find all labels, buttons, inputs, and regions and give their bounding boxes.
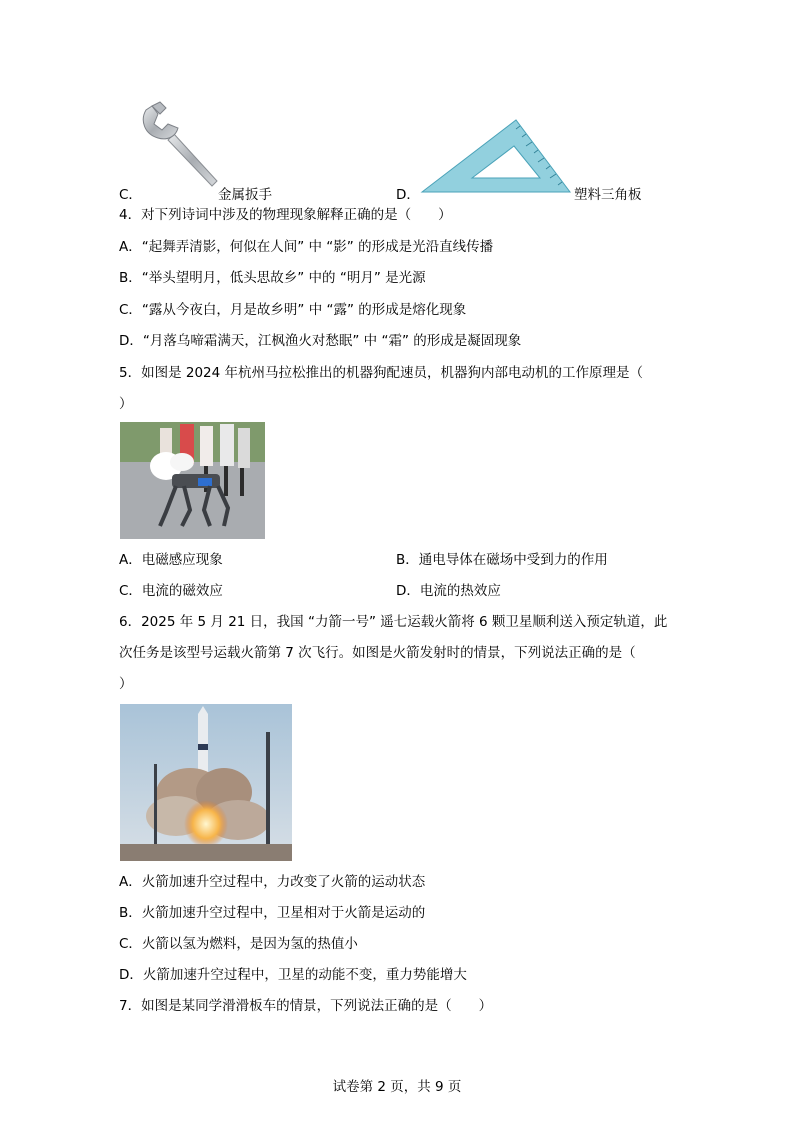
robot-dog-photo: [120, 422, 265, 539]
q5-option-d: D．电流的热效应: [396, 583, 501, 599]
q6-stem-line2: 次任务是该型号运载火箭第 7 次飞行。如图是火箭发射时的情景，下列说法正确的是（: [119, 645, 636, 661]
q6-option-d: D．火箭加速升空过程中，卫星的动能不变，重力势能增大: [119, 967, 467, 983]
triangle-ruler-image: [420, 118, 572, 194]
wrench-image: [138, 100, 220, 194]
q5-stem-line2: ）: [119, 396, 133, 412]
q4-option-b: B．“举头望明月，低头思故乡” 中的 “明月” 是光源: [119, 270, 426, 286]
q4-option-d: D．“月落乌啼霜满天，江枫渔火对愁眠” 中 “霜” 的形成是凝固现象: [119, 333, 522, 349]
q3-option-c-letter: C．: [119, 187, 142, 203]
q3-option-c-text: 金属扳手: [218, 187, 272, 203]
q5-option-a: A．电磁感应现象: [119, 552, 223, 568]
q3-option-d-letter: D．: [396, 187, 420, 203]
rocket-launch-photo: [120, 704, 292, 861]
q6-stem-line3: ）: [119, 676, 133, 692]
q5-option-b: B．通电导体在磁场中受到力的作用: [396, 552, 608, 568]
q6-stem-line1: 6．2025 年 5 月 21 日，我国 “力箭一号” 遥七运载火箭将 6 颗卫星顺利送入预定轨道，此: [119, 614, 668, 630]
q4-stem: 4．对下列诗词中涉及的物理现象解释正确的是（ ）: [119, 207, 452, 223]
q3-option-d-text: 塑料三角板: [574, 187, 642, 203]
q6-option-b: B．火箭加速升空过程中，卫星相对于火箭是运动的: [119, 905, 426, 921]
q7-stem: 7．如图是某同学滑滑板车的情景，下列说法正确的是（ ）: [119, 998, 493, 1014]
q5-stem-line1: 5．如图是 2024 年杭州马拉松推出的机器狗配速员，机器狗内部电动机的工作原理是（: [119, 365, 644, 381]
q4-option-a: A．“起舞弄清影，何似在人间” 中 “影” 的形成是光沿直线传播: [119, 239, 494, 255]
q4-option-c: C．“露从今夜白，月是故乡明” 中 “露” 的形成是熔化现象: [119, 302, 467, 318]
q6-option-a: A．火箭加速升空过程中，力改变了火箭的运动状态: [119, 874, 426, 890]
q5-option-c: C．电流的磁效应: [119, 583, 223, 599]
page-footer: 试卷第 2 页，共 9 页: [332, 1079, 462, 1095]
q6-option-c: C．火箭以氢为燃料，是因为氢的热值小: [119, 936, 358, 952]
